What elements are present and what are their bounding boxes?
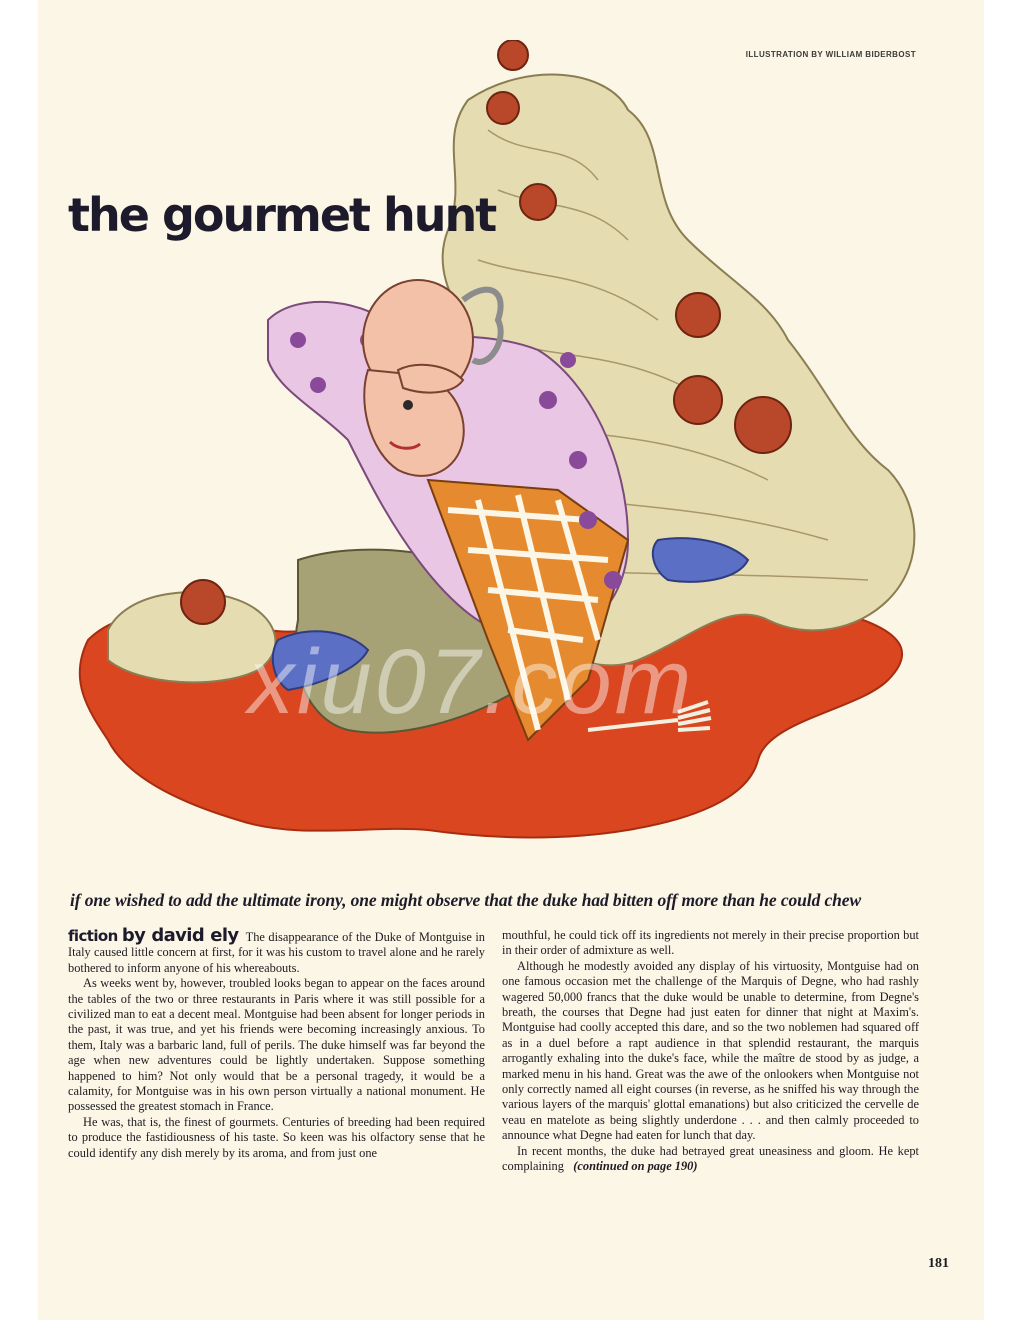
illustration-credit: ILLUSTRATION BY WILLIAM BIDERBOST [745, 50, 916, 59]
grape-cluster [539, 391, 557, 409]
grape-cluster [569, 451, 587, 469]
paragraph-text: The disappearance of the Duke of Montguise in Italy caused little concern at first, for it was his custom to travel alone and he rarely bothered to inform anyone of his whereabouts. [68, 930, 486, 975]
meatball [735, 397, 791, 453]
byline [68, 925, 239, 946]
article-dek: if one wished to add the ultimate irony, one might observe that the duke had bitten off more than he could chew [70, 890, 862, 910]
grape-cluster [310, 377, 326, 393]
byline-author: by david ely [121, 925, 239, 946]
page-number: 181 [928, 1256, 949, 1271]
eye [403, 400, 413, 410]
meatball [674, 376, 722, 424]
paragraph: Although he modestly avoided any display of his virtuosity, Montguise had on one famous occasion met the challenge of the Marquis of Degne, who had rashly wagered 50,000 francs that the duke would be unable to determine, from Degne's breath, the courses that Degne had just eaten for dinner that night at Maxim's. Montguise had coolly accepted this dare, and so the two noblemen had squared off as in a duel before a rapt audience in that splendid restaurant, the marquis arrogantly exhaling into the duke's face, while the maître de stood by as judge, a marked menu in his hand. Great was the awe of the onlookers when Montguise not only correctly named all eight courses (in reverse, as he sniffed his way through the various layers of the marquis' glottal emanations) but also criticized the cervelle de veau en matelote as being slightly underdone . . . and then calmly proceeded to announce what Degne had eaten for lunch that day. [502, 958, 919, 1143]
meatball [181, 580, 225, 624]
grape-cluster [560, 352, 576, 368]
continued-note: (continued on page 190) [573, 1159, 698, 1174]
watermark: xiu07.com [248, 631, 695, 733]
body-column-left [68, 925, 486, 1161]
grape-cluster [604, 571, 622, 589]
meatball [676, 293, 720, 337]
grape-cluster [290, 332, 306, 348]
body-column-right [502, 928, 919, 1175]
article-title: the gourmet hunt [68, 188, 496, 242]
paragraph: mouthful, he could tick off its ingredients not merely in their precise proportion but in their order of admixture as well. [502, 928, 919, 958]
paragraph: He was, that is, the finest of gourmets. Centuries of breeding had been required to produce the fastidiousness of his taste. So keen was his olfactory sense that he could identify any dish merely by its aroma, and from just one [68, 1114, 485, 1160]
magazine-page [38, 0, 984, 1320]
meatball [498, 40, 528, 70]
paragraph [502, 1144, 919, 1175]
paragraph-text: In recent months, the duke had betrayed great uneasiness and gloom. He kept complaining [502, 1143, 919, 1174]
illustration-gourmet-duke [68, 40, 938, 860]
grape-cluster [579, 511, 597, 529]
paragraph [68, 925, 486, 976]
meatball [487, 92, 519, 124]
byline-prefix: fiction [68, 927, 118, 945]
paragraph: As weeks went by, however, troubled looks began to appear on the faces around the tables of the two or three restaurants in Paris where it was still possible for a civilized man to eat a decent meal. Montguise had been absent for longer periods in the past, it was true, and yet his friends were becoming increasingly anxious. To them, Italy was a barbaric land, full of perils. The duke himself was far beyond the age when new adventures could be lightly undertaken. Suppose something happened to him? Not only would that be a personal tragedy, it would be a calamity, for Montguise was in his own person virtually a national monument. He possessed the greatest stomach in France. [68, 976, 485, 1114]
meatball [520, 184, 556, 220]
